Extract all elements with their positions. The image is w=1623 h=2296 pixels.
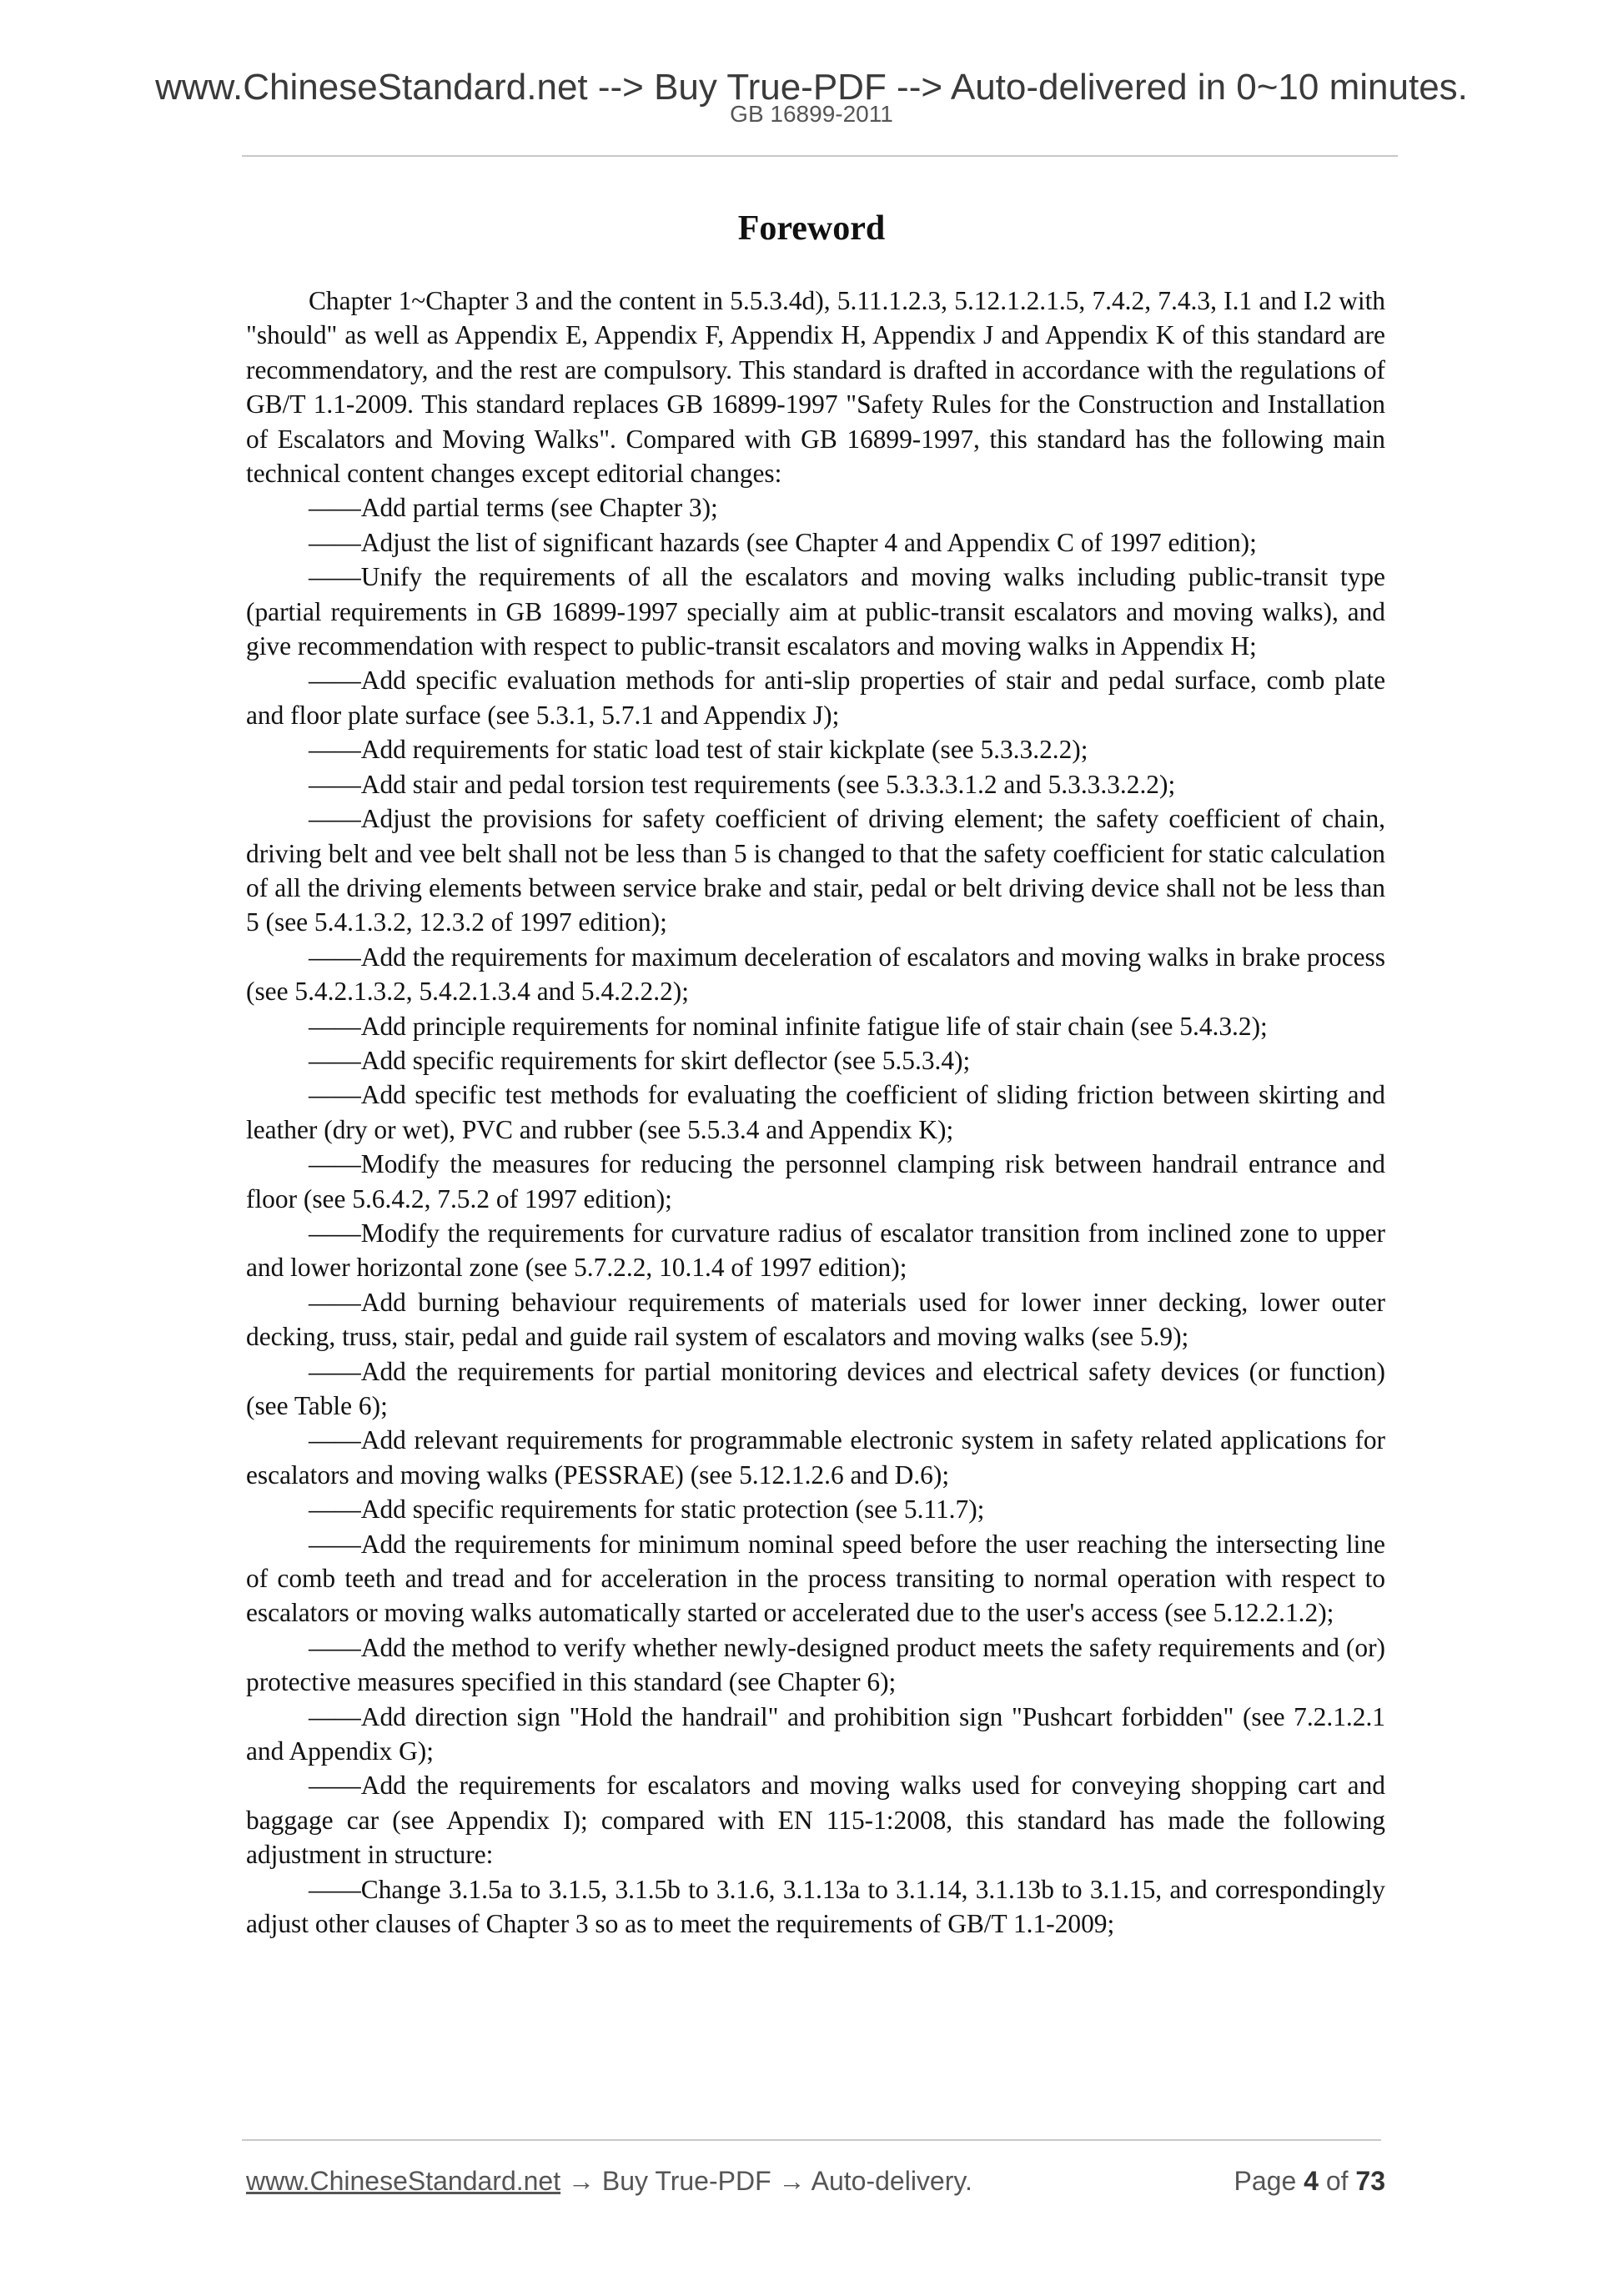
- list-item: ——Add principle requirements for nominal infinite fatigue life of stair chain (see 5.4.3.2);: [309, 1011, 1268, 1041]
- list-item: ——Modify the requirements for curvature radius of escalator transition from inclined zone to upper and lower horizontal zone (see 5.7.2.2, 10.1.4 of 1997 edition);: [246, 1218, 1385, 1283]
- list-item: ——Modify the measures for reducing the personnel clamping risk between handrail entrance and floor (see 5.6.4.2, 7.5.2 of 1997 edition);: [246, 1149, 1385, 1213]
- footer-left: [246, 2160, 972, 2202]
- header-banner[interactable]: www.ChineseStandard.net --> Buy True-PDF --> Auto-delivered in 0~10 minutes.: [155, 67, 1468, 108]
- list-item: ——Add direction sign "Hold the handrail" and prohibition sign "Pushcart forbidden" (see 7.2.1.2.1 and Appendix G);: [246, 1701, 1385, 1766]
- list-item: ——Add relevant requirements for programmable electronic system in safety related applications for escalators and moving walks (PESSRAE) (see 5.12.1.2.6 and D.6);: [246, 1425, 1385, 1490]
- list-item: ——Add burning behaviour requirements of materials used for lower inner decking, lower outer decking, truss, stair, pedal and guide rail system of escalators and moving walks (see 5.9);: [246, 1287, 1385, 1352]
- page-number: Page 4 of 73: [1234, 2166, 1385, 2196]
- list-item: ——Adjust the provisions for safety coefficient of driving element; the safety coefficient of chain, driving belt and vee belt shall not be less than 5 is changed to that the safety coefficient for static calculation of all the driving elements between service brake and stair, pedal or belt driving device shall not be less than 5 (see 5.4.1.3.2, 12.3.2 of 1997 edition);: [246, 804, 1385, 937]
- list-item: ——Add specific requirements for skirt deflector (see 5.5.3.4);: [309, 1045, 971, 1075]
- list-item: ——Add the requirements for escalators and moving walks used for conveying shopping cart and baggage car (see Appendix I); compared with EN 115-1:2008, this standard has made the following adjustment in structure:: [246, 1771, 1385, 1870]
- header-divider: [242, 155, 1398, 157]
- list-item: ——Add the method to verify whether newly-designed product meets the safety requirements and (or) protective measures specified in this standard (see Chapter 6);: [246, 1632, 1385, 1697]
- footer-site-link[interactable]: www.ChineseStandard.net: [246, 2166, 561, 2196]
- standard-code: GB 16899-2011: [730, 101, 893, 127]
- footer-divider: [242, 2139, 1381, 2141]
- list-item: ——Add specific evaluation methods for anti-slip properties of stair and pedal surface, comb plate and floor plate surface (see 5.3.1, 5.7.1 and Appendix J);: [246, 666, 1385, 730]
- total-pages: 73: [1355, 2166, 1385, 2196]
- list-item: ——Adjust the list of significant hazards (see Chapter 4 and Appendix C of 1997 edition);: [309, 527, 1257, 557]
- foreword-body: [246, 284, 1385, 1942]
- list-item: ——Change 3.1.5a to 3.1.5, 3.1.5b to 3.1.6, 3.1.13a to 3.1.14, 3.1.13b to 3.1.15, and correspondingly adjust other clauses of Chapter 3 so as to meet the requirements of GB/T 1.1-2009;: [246, 1874, 1385, 1939]
- list-item: ——Add specific requirements for static protection (see 5.11.7);: [309, 1495, 985, 1525]
- list-item: ——Unify the requirements of all the escalators and moving walks including public-transit type (partial requirements in GB 16899-1997 specially aim at public-transit escalators and moving walks), and give recommendation with respect to public-transit escalators and moving walks in Appendix H;: [246, 562, 1385, 661]
- list-item: ——Add requirements for static load test of stair kickplate (see 5.3.3.2.2);: [309, 735, 1088, 765]
- current-page: 4: [1304, 2166, 1319, 2196]
- list-item: ——Add the requirements for minimum nominal speed before the user reaching the intersecting line of comb teeth and tread and for acceleration in the process transiting to normal operation with respect to escalators or moving walks automatically started or accelerated due to the user's access (see 5.12.2.1.2);: [246, 1529, 1385, 1628]
- page-footer: [246, 2160, 1385, 2202]
- list-item: ——Add specific test methods for evaluating the coefficient of sliding friction between skirting and leather (dry or wet), PVC and rubber (see 5.5.3.4 and Appendix K);: [246, 1080, 1385, 1144]
- list-item: ——Add the requirements for partial monitoring devices and electrical safety devices (or function) (see Table 6);: [246, 1356, 1385, 1420]
- page-title: Foreword: [737, 209, 886, 248]
- list-item: ——Add partial terms (see Chapter 3);: [309, 493, 718, 523]
- list-item: ——Add stair and pedal torsion test requirements (see 5.3.3.3.1.2 and 5.3.3.3.2.2);: [309, 769, 1176, 799]
- intro-paragraph: Chapter 1~Chapter 3 and the content in 5.5.3.4d), 5.11.1.2.3, 5.12.1.2.1.5, 7.4.2, 7.4.3, I.1 and I.2 with "should" as well as Appendix E, Appendix F, Appendix H, Appendix J and Appendix K of this standard are recommendatory, and the rest are compulsory. This standard is drafted in accordance with the regulations of GB/T 1.1-2009. This standard replaces GB 16899-1997 "Safety Rules for the Construction and Installation of Escalators and Moving Walks". Compared with GB 16899-1997, this standard has the following main technical content changes except editorial changes:: [246, 286, 1385, 489]
- footer-tagline: → Buy True-PDF → Auto-delivery.: [560, 2166, 972, 2196]
- list-item: ——Add the requirements for maximum deceleration of escalators and moving walks in brake process (see 5.4.2.1.3.2, 5.4.2.1.3.4 and 5.4.2.2.2);: [246, 942, 1385, 1007]
